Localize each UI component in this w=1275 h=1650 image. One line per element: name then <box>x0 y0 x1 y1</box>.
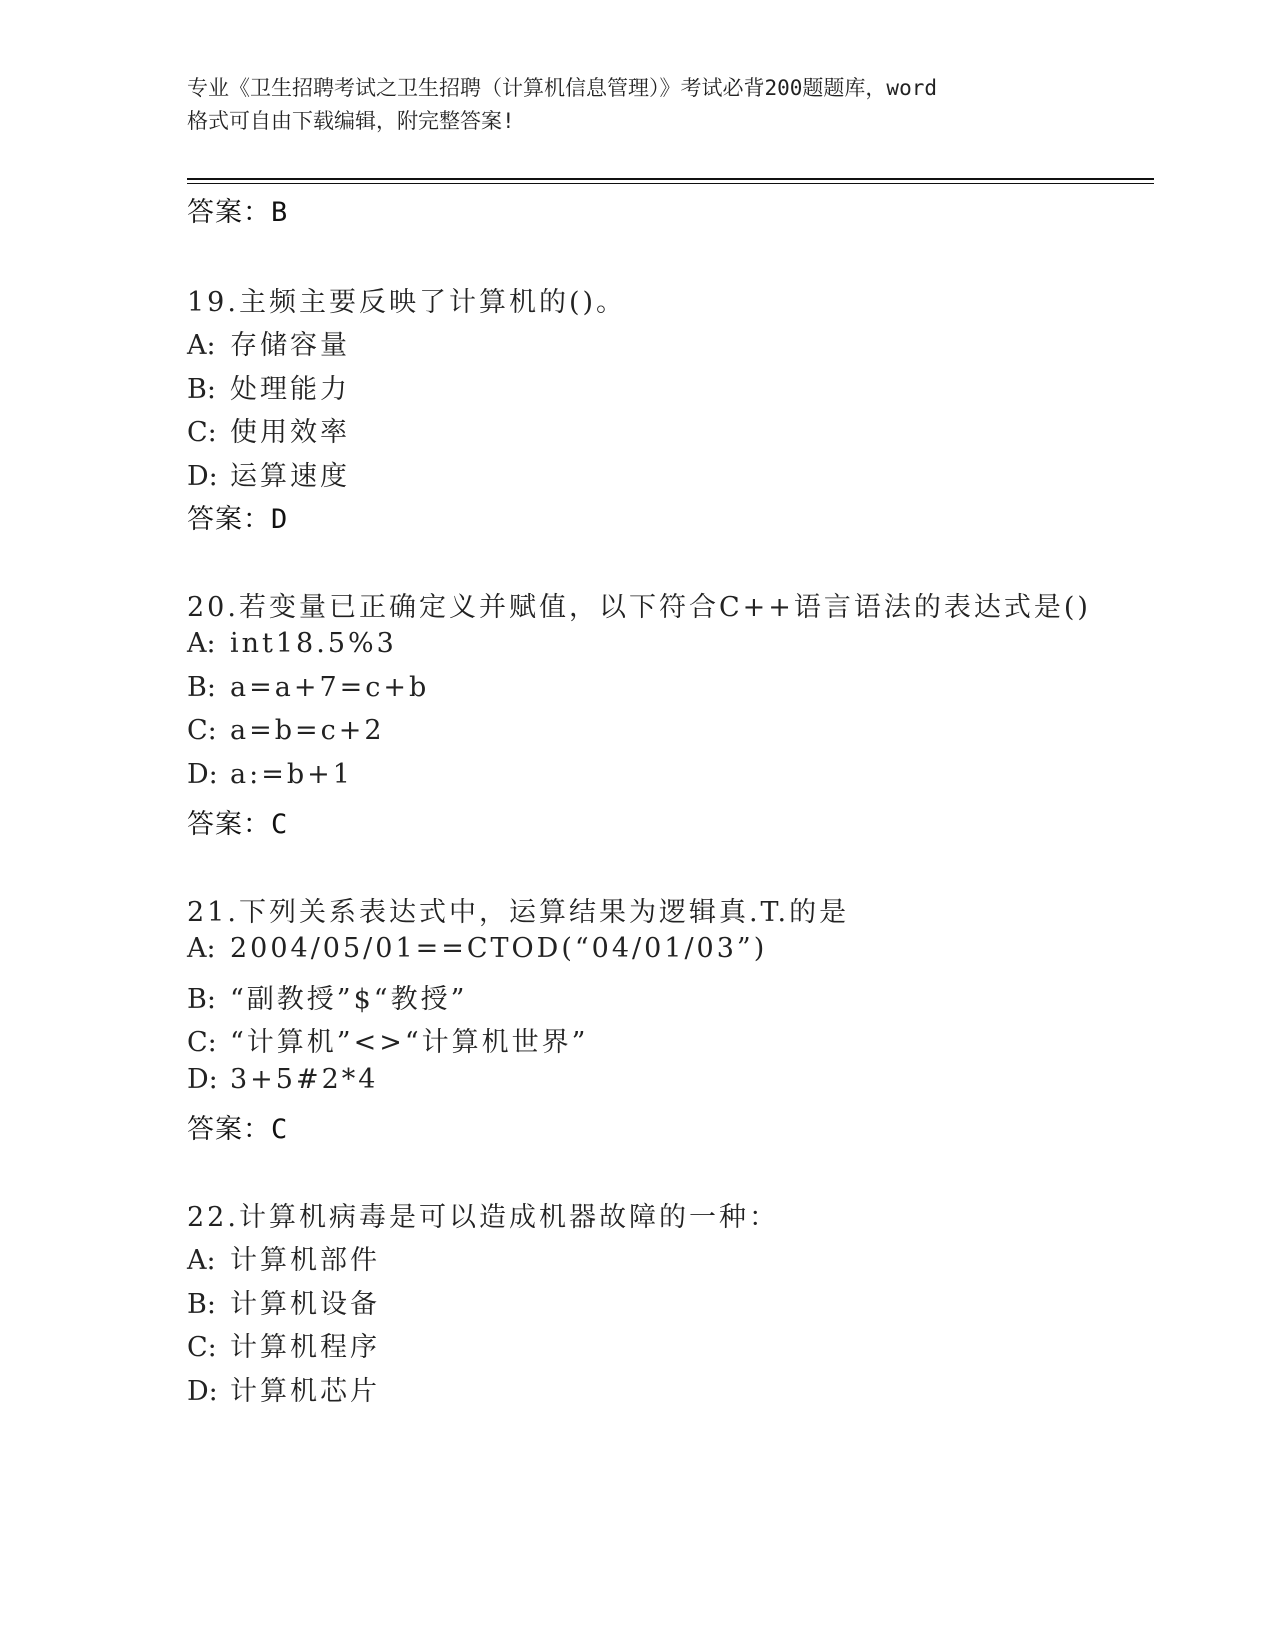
answer-19: 答案：D <box>187 504 289 535</box>
option-text: a=a+7=c+b <box>230 672 430 703</box>
option-c <box>187 410 350 449</box>
option-text: a:=b+1 <box>230 759 353 790</box>
option-text: “副教授”$“教授” <box>230 984 468 1015</box>
option-d <box>187 759 353 790</box>
option-a <box>187 323 350 362</box>
option-b <box>187 1282 380 1321</box>
header-line-1: 专业《卫生招聘考试之卫生招聘（计算机信息管理）》考试必背200题题库，word <box>187 76 937 100</box>
option-label: D: <box>187 461 218 492</box>
option-label: A: <box>187 628 216 659</box>
option-text: int18.5%3 <box>230 628 397 659</box>
option-text: 使用效率 <box>230 417 350 448</box>
option-label: B: <box>187 1289 216 1320</box>
option-label: C: <box>187 417 217 448</box>
option-text: 计算机设备 <box>230 1289 380 1320</box>
option-label: C: <box>187 715 217 746</box>
option-d <box>187 1064 378 1095</box>
option-text: 运算速度 <box>230 461 350 492</box>
option-text: 计算机程序 <box>230 1332 380 1363</box>
option-label: A: <box>187 1245 216 1276</box>
option-a <box>187 628 397 659</box>
question-19: 19.主频主要反映了计算机的()。 <box>187 287 627 318</box>
option-text: a=b=c+2 <box>230 715 385 746</box>
option-a <box>187 933 767 964</box>
option-text: 2004/05/01==CTOD(“04/01/03”) <box>230 933 768 964</box>
question-20: 20.若变量已正确定义并赋值，以下符合C++语言语法的表达式是() <box>187 592 1091 623</box>
option-label: B: <box>187 672 216 703</box>
option-label: D: <box>187 1376 218 1407</box>
option-text: 3+5#2*4 <box>230 1064 379 1095</box>
option-text: 处理能力 <box>230 374 350 405</box>
option-c <box>187 1325 380 1364</box>
option-label: A: <box>187 330 216 361</box>
document-header <box>187 72 1087 138</box>
answer-20: 答案：C <box>187 809 289 840</box>
answer-21: 答案：C <box>187 1114 289 1145</box>
option-a <box>187 1238 380 1277</box>
option-text: 计算机部件 <box>230 1245 380 1276</box>
option-label: B: <box>187 374 216 405</box>
option-d <box>187 1369 380 1408</box>
header-rule-thick <box>187 178 1154 180</box>
header-rule-thin <box>187 183 1154 184</box>
option-label: D: <box>187 759 218 790</box>
option-label: C: <box>187 1332 217 1363</box>
option-c <box>187 1020 588 1059</box>
option-label: B: <box>187 984 216 1015</box>
previous-answer: 答案：B <box>187 197 289 228</box>
option-label: C: <box>187 1027 217 1058</box>
option-text: “计算机”<>“计算机世界” <box>230 1027 589 1058</box>
option-label: A: <box>187 933 216 964</box>
option-b <box>187 367 350 406</box>
option-d <box>187 454 350 493</box>
question-22: 22.计算机病毒是可以造成机器故障的一种： <box>187 1202 779 1233</box>
option-b <box>187 672 429 703</box>
option-text: 存储容量 <box>230 330 350 361</box>
option-b <box>187 977 467 1016</box>
question-21: 21.下列关系表达式中，运算结果为逻辑真.T.的是 <box>187 897 850 928</box>
header-line-2: 格式可自由下载编辑，附完整答案! <box>187 109 515 133</box>
option-text: 计算机芯片 <box>230 1376 380 1407</box>
option-label: D: <box>187 1064 218 1095</box>
option-c <box>187 715 385 746</box>
